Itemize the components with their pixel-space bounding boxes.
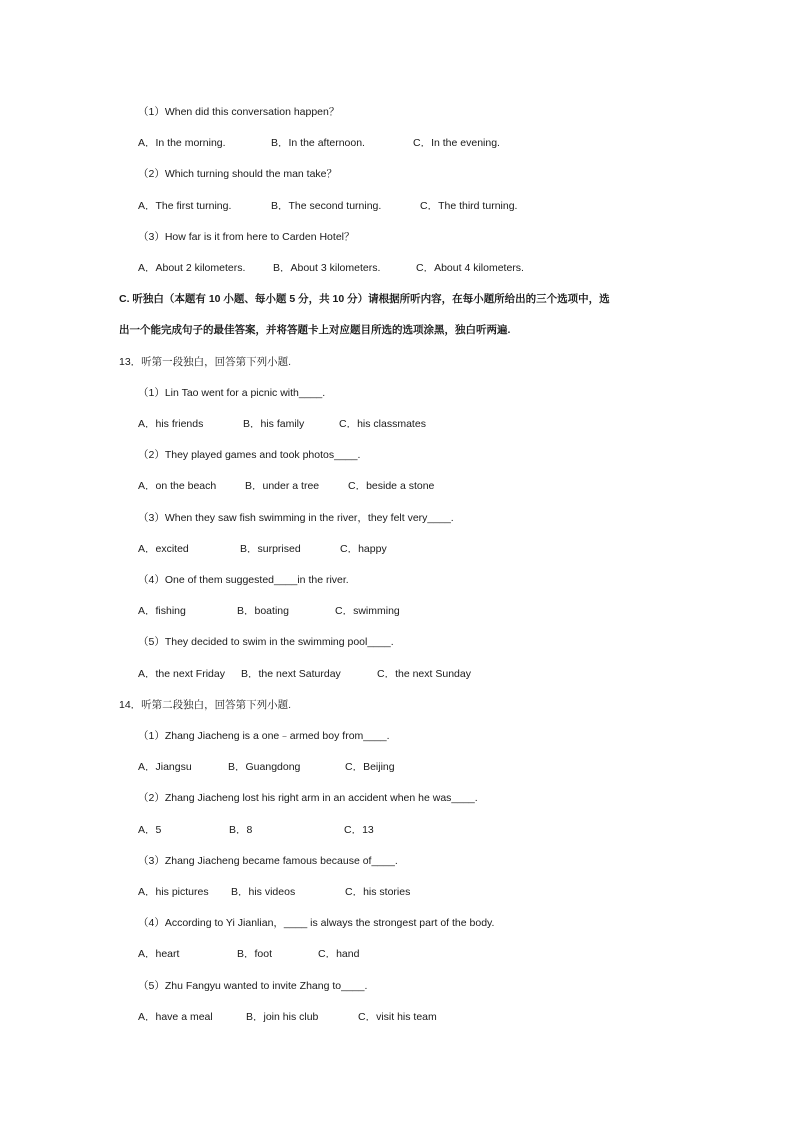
- q14-3-option-a[interactable]: A．his pictures: [138, 886, 209, 898]
- q14-2-option-a[interactable]: A．5: [138, 824, 162, 836]
- q13-2-option-b[interactable]: B．under a tree: [245, 480, 320, 492]
- q12-3-option-c[interactable]: C．About 4 kilometers.: [416, 262, 524, 274]
- q13-5-option-c[interactable]: C．the next Sunday: [377, 668, 471, 680]
- q13-2-stem: （2）They played games and took photos____.: [138, 449, 361, 461]
- q13-4-option-b[interactable]: B．boating: [237, 605, 289, 617]
- q12-3-option-a[interactable]: A．About 2 kilometers.: [138, 262, 246, 274]
- q13-1-option-a[interactable]: A．his friends: [138, 418, 204, 430]
- q12-2-option-b[interactable]: B．The second turning.: [271, 200, 382, 212]
- q13-1-stem: （1）Lin Tao went for a picnic with____.: [138, 387, 326, 399]
- q13-2-option-a[interactable]: A．on the beach: [138, 480, 217, 492]
- q14-1-option-a[interactable]: A．Jiangsu: [138, 761, 192, 773]
- q14-1-stem: （1）Zhang Jiacheng is a one﹣armed boy from____.: [138, 730, 390, 742]
- q14-1-option-b[interactable]: B．Guangdong: [228, 761, 301, 773]
- q13-3-stem: （3）When they saw fish swimming in the river，they felt very____.: [138, 512, 454, 524]
- q13-5-option-b[interactable]: B．the next Saturday: [241, 668, 341, 680]
- q14-3-option-c[interactable]: C．his stories: [345, 886, 411, 898]
- q14-4-option-a[interactable]: A．heart: [138, 948, 180, 960]
- q14-1-option-c[interactable]: C．Beijing: [345, 761, 395, 773]
- q14-2-option-c[interactable]: C．13: [344, 824, 374, 836]
- q13-2-option-c[interactable]: C．beside a stone: [348, 480, 435, 492]
- q13-1-option-c[interactable]: C．his classmates: [339, 418, 426, 430]
- section-c-instructions-line2: 出一个能完成句子的最佳答案，并将答题卡上对应题目所选的选项涂黑，独白听两遍.: [119, 324, 511, 336]
- q13-4-option-a[interactable]: A．fishing: [138, 605, 186, 617]
- q12-1-option-b[interactable]: B．In the afternoon.: [271, 137, 365, 149]
- q14-title: 14．听第二段独白，回答第下列小题.: [119, 699, 292, 711]
- q13-4-option-c[interactable]: C．swimming: [335, 605, 400, 617]
- q12-1-stem: （1）When did this conversation happen？: [138, 106, 340, 118]
- q14-5-option-a[interactable]: A．have a meal: [138, 1011, 213, 1023]
- q14-5-option-c[interactable]: C．visit his team: [358, 1011, 437, 1023]
- q13-3-option-a[interactable]: A．excited: [138, 543, 189, 555]
- q14-2-option-b[interactable]: B．8: [229, 824, 253, 836]
- q12-1-option-c[interactable]: C．In the evening.: [413, 137, 500, 149]
- q14-3-option-b[interactable]: B．his videos: [231, 886, 296, 898]
- q13-5-option-a[interactable]: A．the next Friday: [138, 668, 225, 680]
- q13-3-option-c[interactable]: C．happy: [340, 543, 387, 555]
- q12-2-option-a[interactable]: A．The first turning.: [138, 200, 232, 212]
- q13-1-option-b[interactable]: B．his family: [243, 418, 305, 430]
- q14-4-option-c[interactable]: C．hand: [318, 948, 360, 960]
- q14-4-option-b[interactable]: B．foot: [237, 948, 273, 960]
- q12-3-stem: （3）How far is it from here to Carden Hotel？: [138, 231, 355, 243]
- q12-2-option-c[interactable]: C．The third turning.: [420, 200, 518, 212]
- q13-3-option-b[interactable]: B．surprised: [240, 543, 301, 555]
- q13-5-stem: （5）They decided to swim in the swimming pool____.: [138, 636, 394, 648]
- q14-5-stem: （5）Zhu Fangyu wanted to invite Zhang to____.: [138, 980, 368, 992]
- q12-1-option-a[interactable]: A．In the morning.: [138, 137, 226, 149]
- q13-4-stem: （4）One of them suggested____in the river.: [138, 574, 349, 586]
- q14-3-stem: （3）Zhang Jiacheng became famous because of____.: [138, 855, 398, 867]
- q14-5-option-b[interactable]: B．join his club: [246, 1011, 319, 1023]
- q14-2-stem: （2）Zhang Jiacheng lost his right arm in an accident when he was____.: [138, 792, 478, 804]
- q14-4-stem: （4）According to Yi Jianlian，____ is always the strongest part of the body.: [138, 917, 495, 929]
- q12-3-option-b[interactable]: B．About 3 kilometers.: [273, 262, 381, 274]
- q12-2-stem: （2）Which turning should the man take？: [138, 168, 338, 180]
- section-c-instructions-line1: C. 听独白（本题有 10 小题、每小题 5 分，共 10 分）请根据所听内容，在每小题所给出的三个选项中，选: [119, 293, 610, 305]
- q13-title: 13．听第一段独白，回答第下列小题.: [119, 356, 292, 368]
